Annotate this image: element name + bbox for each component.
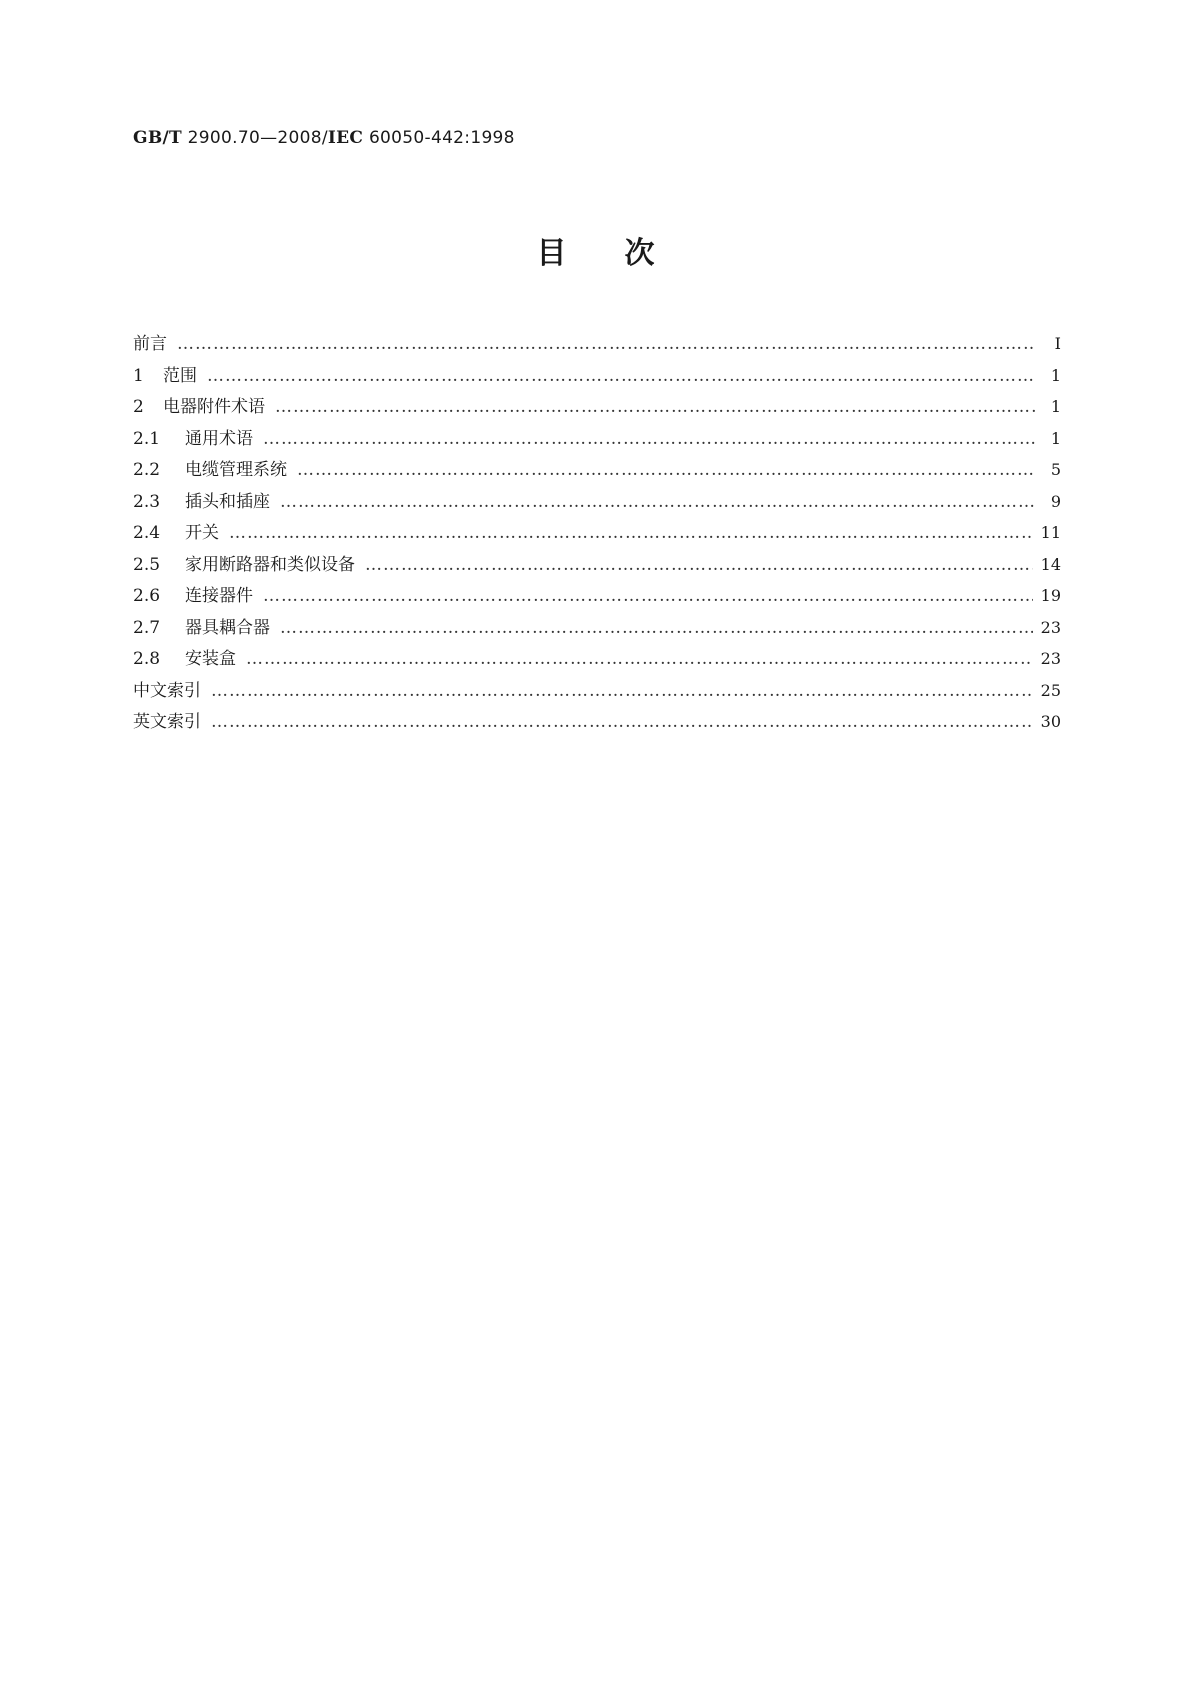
iec-number: 60050-442:1998 <box>368 128 515 148</box>
toc-entry-page: 1 <box>1050 365 1061 385</box>
toc-entry-page: 1 <box>1050 428 1061 448</box>
page-title: 目次 <box>536 236 713 271</box>
toc-entry-label: 2.3 插头和插座 <box>133 487 270 518</box>
toc-entry[interactable] <box>133 391 1061 423</box>
toc-entry-number: 2.8 <box>133 649 161 669</box>
table-of-contents <box>133 328 1061 738</box>
toc-entry-number: 2 <box>133 397 144 417</box>
toc-entry-number: 1 <box>133 365 144 386</box>
toc-entry[interactable] <box>133 706 1061 738</box>
toc-entry-page: 1 <box>1050 397 1061 416</box>
toc-leader-dots <box>280 487 1035 518</box>
toc-leader-dots <box>246 644 1033 675</box>
toc-entry-page: 11 <box>1040 523 1061 542</box>
toc-leader-dots <box>263 581 1033 612</box>
toc-entry-page: 23 <box>1040 649 1061 668</box>
toc-entry-label: 2 电器附件术语 <box>133 392 265 423</box>
std-number: 2900.70—2008/ <box>187 128 328 148</box>
toc-entry-label: 英文索引 <box>133 712 201 732</box>
toc-entry-page: 14 <box>1040 554 1061 574</box>
standard-header <box>133 128 515 148</box>
toc-entry-label: 2.6 连接器件 <box>133 581 253 612</box>
toc-entry-label: 2.2 电缆管理系统 <box>133 455 287 486</box>
toc-leader-dots <box>280 613 1033 644</box>
toc-entry-page: I <box>1054 334 1061 353</box>
toc-leader-dots <box>365 550 1033 581</box>
toc-entry[interactable] <box>133 360 1061 392</box>
toc-entry-page: 5 <box>1050 460 1061 479</box>
toc-entry-number: 2.7 <box>133 617 161 638</box>
toc-entry-page: 9 <box>1050 491 1061 511</box>
toc-entry[interactable] <box>133 454 1061 486</box>
toc-entry[interactable] <box>133 423 1061 455</box>
toc-entry-page: 25 <box>1040 680 1061 700</box>
toc-entry-label: 中文索引 <box>133 680 201 701</box>
toc-leader-dots <box>229 518 1033 549</box>
toc-entry-number: 2.6 <box>133 586 161 606</box>
toc-leader-dots <box>275 392 1035 423</box>
toc-leader-dots <box>211 707 1033 738</box>
toc-entry-page: 19 <box>1040 586 1061 605</box>
toc-leader-dots <box>177 329 1035 360</box>
toc-entry-number: 2.4 <box>133 523 161 543</box>
toc-entry-label: 前言 <box>133 334 167 354</box>
toc-entry-number: 2.5 <box>133 554 161 575</box>
toc-entry[interactable] <box>133 517 1061 549</box>
toc-entry[interactable] <box>133 675 1061 707</box>
toc-entry-label: 2.8 安装盒 <box>133 644 236 675</box>
toc-leader-dots <box>207 361 1035 392</box>
toc-entry-page: 30 <box>1040 712 1061 731</box>
iec-prefix: IEC <box>327 128 364 148</box>
toc-entry[interactable] <box>133 643 1061 675</box>
toc-entry-page: 23 <box>1040 617 1061 637</box>
toc-leader-dots <box>211 676 1033 707</box>
toc-entry-number: 2.3 <box>133 491 161 512</box>
toc-entry[interactable] <box>133 328 1061 360</box>
std-prefix: GB/T <box>133 128 182 148</box>
toc-entry-label: 2.5 家用断路器和类似设备 <box>133 550 355 581</box>
toc-entry-label: 2.4 开关 <box>133 518 219 549</box>
toc-entry[interactable] <box>133 549 1061 581</box>
toc-entry-number: 2.2 <box>133 460 161 480</box>
toc-entry[interactable] <box>133 612 1061 644</box>
toc-leader-dots <box>297 455 1035 486</box>
toc-entry-label: 2.1 通用术语 <box>133 424 253 455</box>
toc-entry-number: 2.1 <box>133 428 161 449</box>
toc-leader-dots <box>263 424 1035 455</box>
toc-entry-label: 2.7 器具耦合器 <box>133 613 270 644</box>
toc-entry-label: 1 范围 <box>133 361 197 392</box>
toc-entry[interactable] <box>133 580 1061 612</box>
toc-entry[interactable] <box>133 486 1061 518</box>
